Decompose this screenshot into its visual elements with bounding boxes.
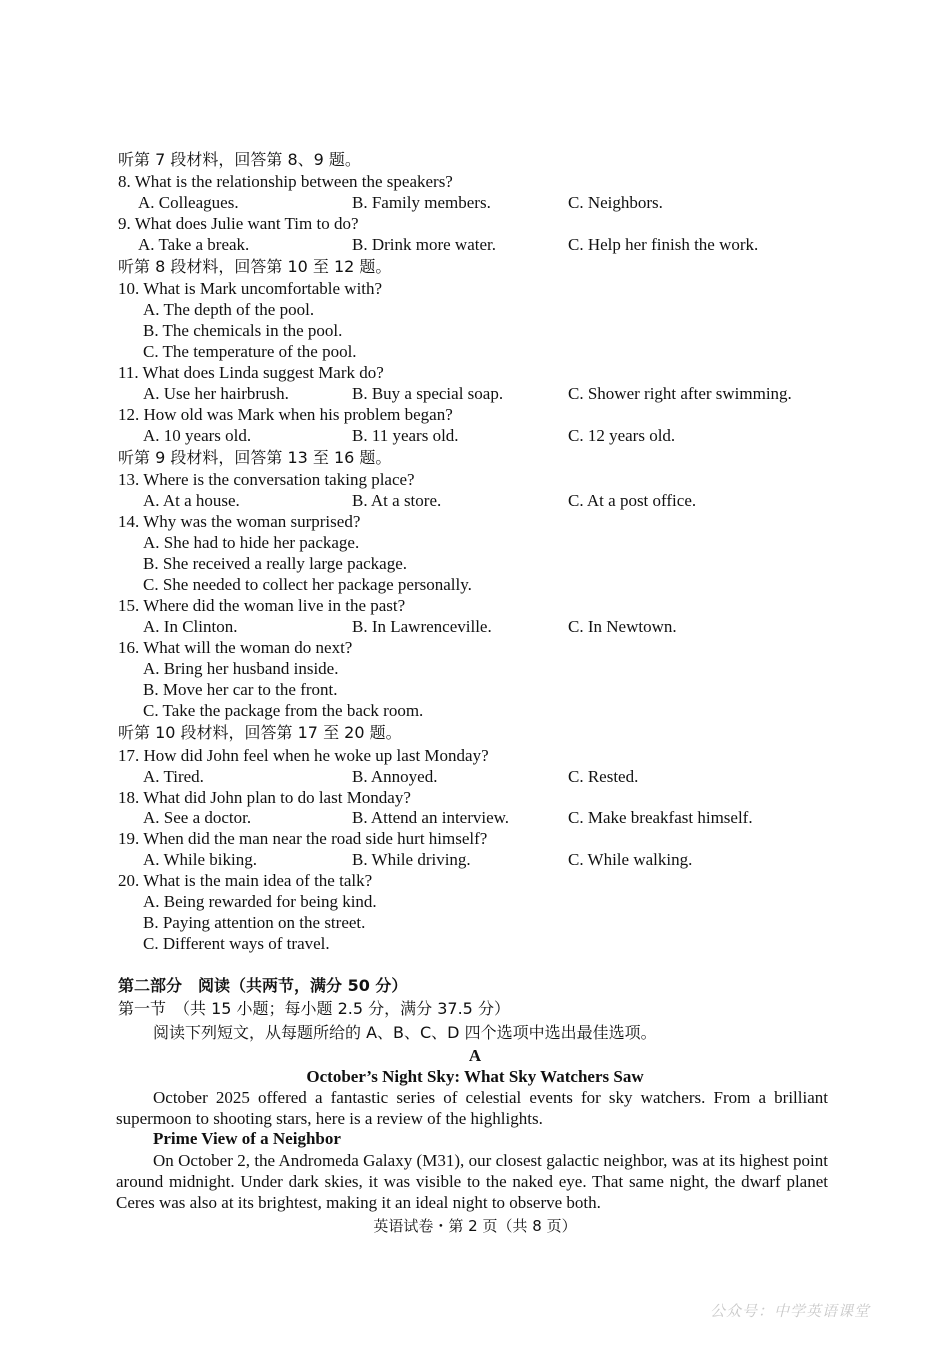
- passage-paragraph: On October 2, the Andromeda Galaxy (M31), our closest galactic neighbor, was at its highest point around midnight. Under dark skies, it was visible to the naked eye. That same night, the dwarf planet Ceres was also at its brightest, making it an ideal night to observe both.: [116, 1151, 828, 1212]
- question-stem: 8. What is the relationship between the speakers?: [118, 172, 453, 191]
- option-b: B. While driving.: [352, 850, 471, 869]
- option-b: B. The chemicals in the pool.: [143, 321, 343, 340]
- option-a: A. Being rewarded for being kind.: [143, 892, 377, 911]
- question-stem: 12. How old was Mark when his problem began?: [118, 405, 453, 424]
- question-stem: 9. What does Julie want Tim to do?: [118, 214, 359, 233]
- option-a: A. Use her hairbrush.: [143, 384, 289, 403]
- option-a: A. She had to hide her package.: [143, 533, 360, 552]
- option-a: A. The depth of the pool.: [143, 300, 315, 319]
- question-stem: 13. Where is the conversation taking place?: [118, 470, 415, 489]
- option-b: B. Drink more water.: [352, 235, 496, 254]
- option-c: C. In Newtown.: [568, 617, 677, 636]
- option-a: A. See a doctor.: [143, 808, 252, 827]
- passage-letter: A: [468, 1046, 482, 1065]
- option-a: A. In Clinton.: [143, 617, 238, 636]
- option-a: A. Take a break.: [138, 235, 250, 254]
- option-b: B. Family members.: [352, 193, 491, 212]
- question-stem: 15. Where did the woman live in the past?: [118, 596, 406, 615]
- question-stem: 16. What will the woman do next?: [118, 638, 353, 657]
- section-heading: 听第 10 段材料，回答第 17 至 20 题。: [118, 723, 402, 742]
- watermark: 公众号：中学英语课堂: [710, 1302, 871, 1320]
- question-stem: 11. What does Linda suggest Mark do?: [118, 363, 384, 382]
- option-c: C. The temperature of the pool.: [143, 342, 357, 361]
- option-c: C. Help her finish the work.: [568, 235, 759, 254]
- option-b: B. She received a really large package.: [143, 554, 407, 573]
- passage-subheading: Prime View of a Neighbor: [153, 1129, 341, 1148]
- page-footer: 英语试卷・第 2 页（共 8 页）: [373, 1217, 577, 1235]
- part-heading: 第二部分 阅读（共两节，满分 50 分）: [118, 976, 408, 995]
- option-b: B. At a store.: [352, 491, 442, 510]
- option-c: C. Different ways of travel.: [143, 934, 330, 953]
- instructions: 阅读下列短文，从每题所给的 A、B、C、D 四个选项中选出最佳选项。: [153, 1023, 657, 1042]
- option-c: C. Neighbors.: [568, 193, 663, 212]
- option-c: C. While walking.: [568, 850, 693, 869]
- option-b: B. In Lawrenceville.: [352, 617, 492, 636]
- option-b: B. Buy a special soap.: [352, 384, 504, 403]
- section-heading: 听第 8 段材料，回答第 10 至 12 题。: [118, 257, 392, 276]
- question-stem: 18. What did John plan to do last Monday?: [118, 788, 411, 807]
- section-heading: 听第 7 段材料，回答第 8、9 题。: [118, 150, 361, 169]
- option-c: C. Rested.: [568, 767, 639, 786]
- option-b: B. 11 years old.: [352, 426, 459, 445]
- question-stem: 10. What is Mark uncomfortable with?: [118, 279, 383, 298]
- option-c: C. At a post office.: [568, 491, 697, 510]
- option-b: B. Attend an interview.: [352, 808, 510, 827]
- option-a: A. Tired.: [143, 767, 204, 786]
- question-stem: 19. When did the man near the road side hurt himself?: [118, 829, 488, 848]
- option-c: C. Take the package from the back room.: [143, 701, 424, 720]
- option-a: A. 10 years old.: [143, 426, 252, 445]
- option-a: A. At a house.: [143, 491, 240, 510]
- question-stem: 17. How did John feel when he woke up last Monday?: [118, 746, 489, 765]
- passage-intro: October 2025 offered a fantastic series of celestial events for sky watchers. From a brilliant supermoon to shooting stars, here is a review of the highlights.: [116, 1088, 828, 1128]
- option-c: C. Shower right after swimming.: [568, 384, 792, 403]
- option-b: B. Paying attention on the street.: [143, 913, 366, 932]
- option-a: A. Bring her husband inside.: [143, 659, 339, 678]
- option-a: A. While biking.: [143, 850, 257, 869]
- passage-title: October’s Night Sky: What Sky Watchers Saw: [306, 1067, 644, 1086]
- option-a: A. Colleagues.: [138, 193, 239, 212]
- option-c: C. Make breakfast himself.: [568, 808, 753, 827]
- option-b: B. Move her car to the front.: [143, 680, 338, 699]
- section-heading: 第一节 （共 15 小题；每小题 2.5 分，满分 37.5 分）: [118, 999, 510, 1018]
- option-b: B. Annoyed.: [352, 767, 438, 786]
- option-c: C. 12 years old.: [568, 426, 676, 445]
- question-stem: 14. Why was the woman surprised?: [118, 512, 361, 531]
- section-heading: 听第 9 段材料，回答第 13 至 16 题。: [118, 448, 392, 467]
- option-c: C. She needed to collect her package personally.: [143, 575, 472, 594]
- question-stem: 20. What is the main idea of the talk?: [118, 871, 373, 890]
